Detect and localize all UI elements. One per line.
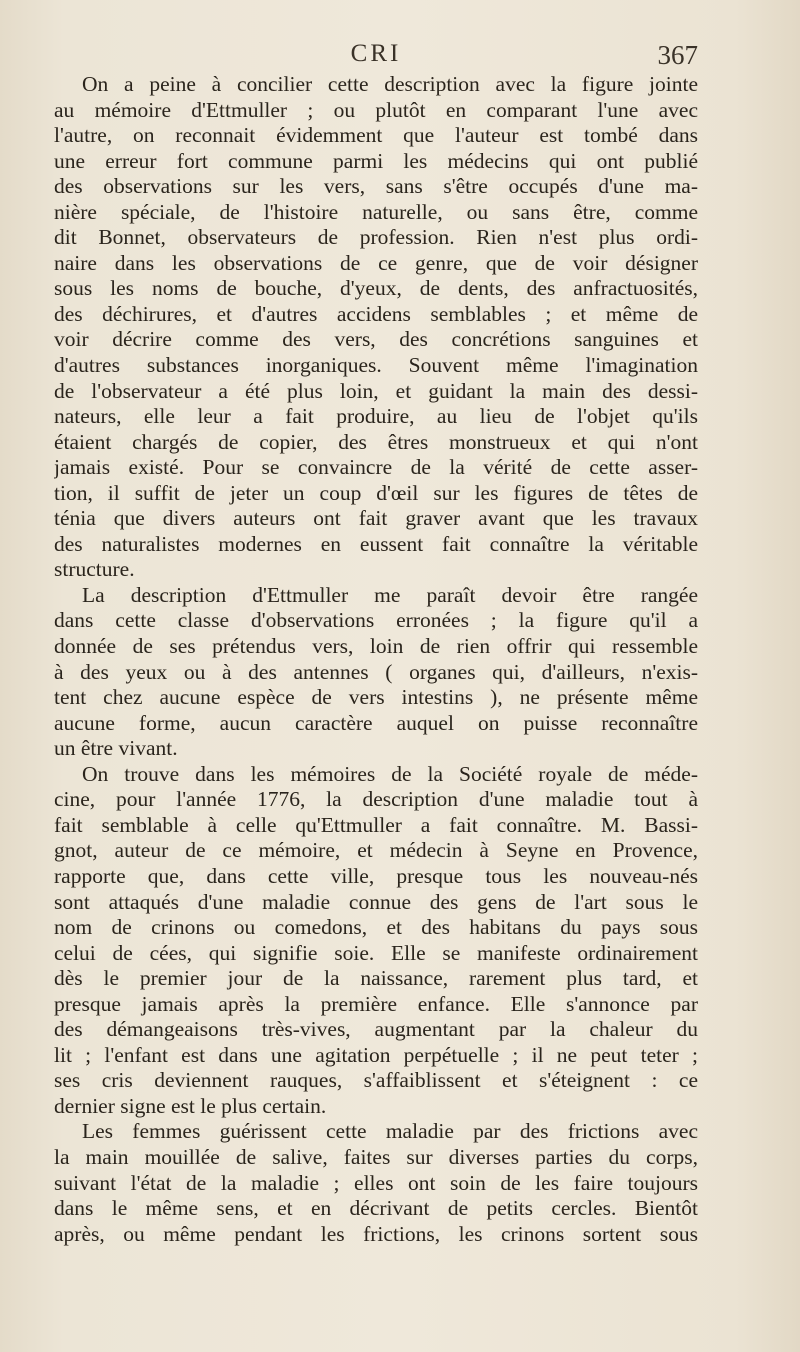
text-line: la main mouillée de salive, faites sur diverses parties du corps, <box>54 1144 698 1169</box>
text-line: des déchirures, et d'autres accidens semblables ; et même de <box>54 301 698 326</box>
text-line: naire dans les observations de ce genre, que de voir désigner <box>54 250 698 275</box>
page-body <box>54 72 698 1247</box>
text-line: presque jamais après la première enfance. Elle s'annonce par <box>54 991 698 1016</box>
page-number: 367 <box>657 40 698 70</box>
text-line: à des yeux ou à des antennes ( organes qui, d'ailleurs, n'exis- <box>54 659 698 684</box>
text-line: nateurs, elle leur a fait produire, au lieu de l'objet qu'ils <box>54 404 698 429</box>
text-line: après, ou même pendant les frictions, les crinons sortent sous <box>54 1221 698 1246</box>
text-line: des observations sur les vers, sans s'être occupés d'une ma- <box>54 174 698 199</box>
text-line: On trouve dans les mémoires de la Société royale de méde- <box>82 761 698 786</box>
text-line: rapporte que, dans cette ville, presque tous les nouveau-nés <box>54 863 698 888</box>
text-line: lit ; l'enfant est dans une agitation perpétuelle ; il ne peut teter ; <box>54 1042 698 1067</box>
text-line: dès le premier jour de la naissance, rarement plus tard, et <box>54 966 698 991</box>
text-line: cine, pour l'année 1776, la description d'une maladie tout à <box>54 787 698 812</box>
text-line: une erreur fort commune parmi les médecins qui ont publié <box>54 148 698 173</box>
paragraph <box>54 1119 698 1247</box>
text-line: tent chez aucune espèce de vers intestins ), ne présente même <box>54 685 698 710</box>
text-line: dans cette classe d'observations erronées ; la figure qu'il a <box>54 608 698 633</box>
text-line: d'autres substances inorganiques. Souvent même l'imagination <box>54 353 698 378</box>
text-line: dit Bonnet, observateurs de profession. Rien n'est plus ordi- <box>54 225 698 250</box>
text-line: de l'observateur a été plus loin, et guidant la main des dessi- <box>54 378 698 403</box>
text-line: aucune forme, aucun caractère auquel on puisse reconnaître <box>54 710 698 735</box>
paragraph <box>54 72 698 583</box>
text-line: tion, il suffit de jeter un coup d'œil sur les figures de têtes de <box>54 480 698 505</box>
running-head: CRI <box>350 40 402 67</box>
page-header <box>54 40 698 74</box>
text-line: nière spéciale, de l'histoire naturelle, ou sans être, comme <box>54 199 698 224</box>
text-line: dans le même sens, et en décrivant de petits cercles. Bientôt <box>54 1196 698 1221</box>
text-line: suivant l'état de la maladie ; elles ont soin de les faire toujours <box>54 1170 698 1195</box>
text-line: donnée de ses prétendus vers, loin de rien offrir qui ressemble <box>54 634 698 659</box>
text-line: dernier signe est le plus certain. <box>54 1093 327 1118</box>
text-line: La description d'Ettmuller me paraît devoir être rangée <box>82 582 698 607</box>
text-line: des naturalistes modernes en eussent fait connaître la véritable <box>54 531 698 556</box>
text-line: ses cris deviennent rauques, s'affaiblissent et s'éteignent : ce <box>54 1068 698 1093</box>
text-line: structure. <box>54 557 135 582</box>
text-line: étaient chargés de copier, des êtres monstrueux et qui n'ont <box>54 429 698 454</box>
text-line: gnot, auteur de ce mémoire, et médecin à Seyne en Provence, <box>54 838 698 863</box>
text-line: Les femmes guérissent cette maladie par des frictions avec <box>82 1119 698 1144</box>
text-line: des démangeaisons très-vives, augmentant par la chaleur du <box>54 1017 698 1042</box>
text-line: nom de crinons ou comedons, et des habitans du pays sous <box>54 915 698 940</box>
text-line: On a peine à concilier cette description avec la figure jointe <box>82 72 698 96</box>
text-line: au mémoire d'Ettmuller ; ou plutôt en comparant l'une avec <box>54 97 698 122</box>
text-line: sont attaqués d'une maladie connue des gens de l'art sous le <box>54 889 698 914</box>
text-line: ténia que divers auteurs ont fait graver avant que les travaux <box>54 506 698 531</box>
text-line: fait semblable à celle qu'Ettmuller a fait connaître. M. Bassi- <box>54 812 698 837</box>
paragraph <box>54 583 698 762</box>
text-line: voir décrire comme des vers, des concrétions sanguines et <box>54 327 698 352</box>
paragraph <box>54 762 698 1120</box>
text-line: un être vivant. <box>54 736 178 761</box>
text-line: sous les noms de bouche, d'yeux, de dents, des anfractuosités, <box>54 276 698 301</box>
text-line: l'autre, on reconnait évidemment que l'auteur est tombé dans <box>54 123 698 148</box>
text-line: jamais existé. Pour se convaincre de la vérité de cette asser- <box>54 455 698 480</box>
text-line: celui de cées, qui signifie soie. Elle se manifeste ordinairement <box>54 940 698 965</box>
